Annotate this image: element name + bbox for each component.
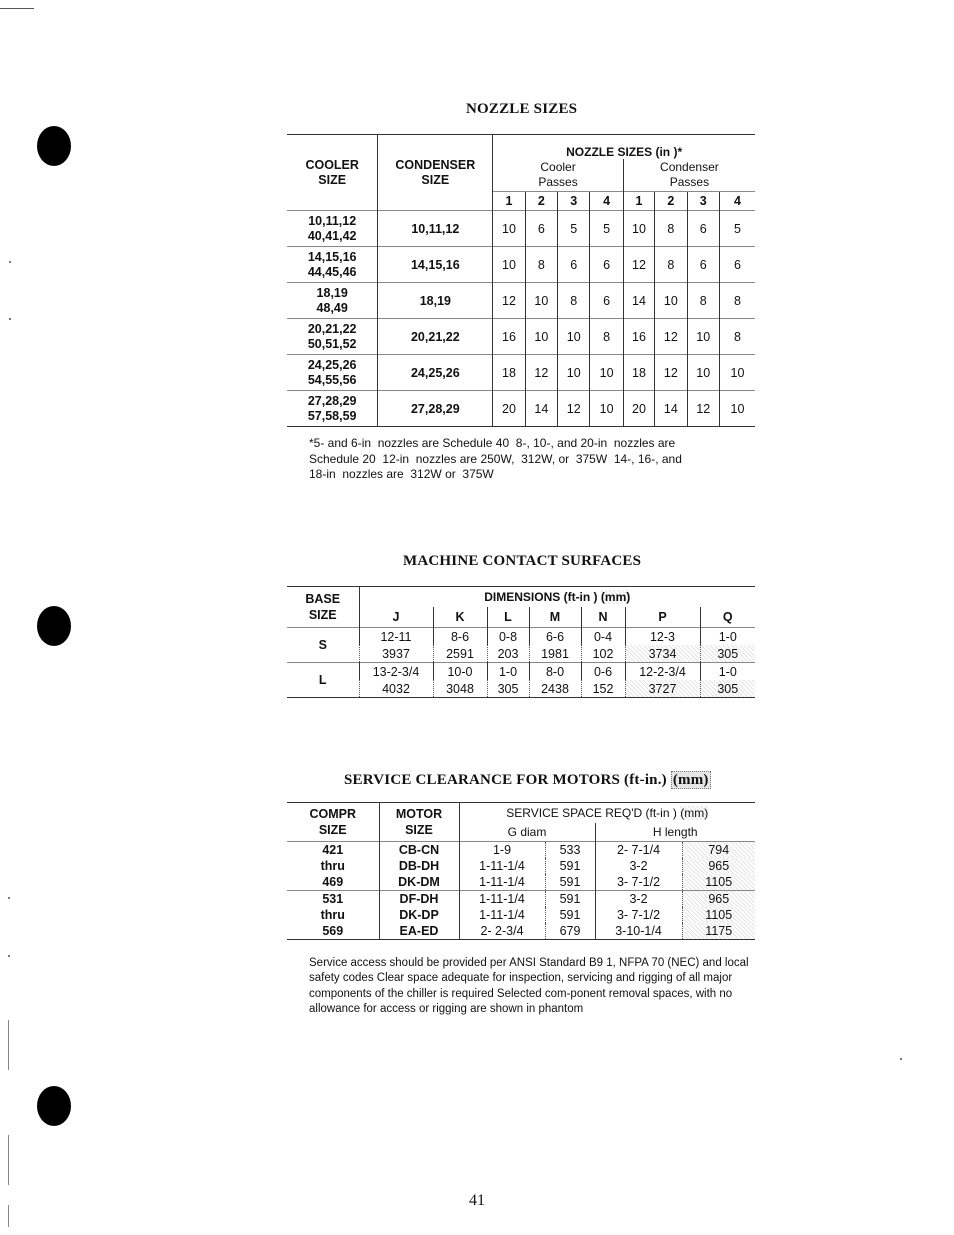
nozzle-size-cell: 12: [558, 391, 590, 427]
table-row: [287, 391, 755, 427]
machine-title: MACHINE CONTACT SURFACES: [403, 553, 642, 569]
nozzle-size-cell: 8: [525, 247, 557, 283]
condenser-size-cell: 14,15,16: [378, 247, 493, 283]
nozzle-size-cell: 6: [687, 211, 719, 247]
nozzle-size-cell: 5: [719, 211, 755, 247]
table-row: [287, 283, 755, 319]
binder-hole-icon: [37, 606, 71, 646]
g-diam-mm-cell: 591: [545, 858, 595, 874]
g-diam-mm-cell: 533: [545, 842, 595, 859]
service-note: Service access should be provided per ANSI Standard B9 1, NFPA 70 (NEC) and local safety codes Clear space adequate for inspection, servicing and rigging of all major components of the chiller is required Selected com-ponent removal spaces, with no allowance for access or rigging are shown in phantom: [309, 957, 749, 1015]
dimension-mm-cell: 3727: [625, 680, 700, 698]
g-diam-ftin-cell: 1-11-1/4: [459, 858, 545, 874]
dimension-column-header: Q: [700, 607, 755, 628]
table-row: [287, 628, 755, 646]
scan-mark: [8, 1020, 9, 1070]
cooler-size-line: 14,15,16: [307, 249, 357, 264]
page-number: 41: [469, 1192, 485, 1209]
nozzle-table: [287, 134, 755, 427]
dimension-column-header: J: [359, 607, 433, 628]
table-row: [287, 923, 755, 940]
nozzle-size-cell: 6: [719, 247, 755, 283]
motor-size-cell: EA-ED: [379, 923, 459, 940]
h-length-mm-cell: 1105: [682, 874, 755, 891]
header-h-length: H length: [595, 823, 755, 842]
h-length-ftin-cell: 3-10-1/4: [595, 923, 682, 940]
cooler-size-cell: [287, 355, 378, 391]
service-title: [344, 772, 711, 789]
nozzle-size-cell: 20: [493, 391, 525, 427]
cooler-size-cell: [287, 247, 378, 283]
h-length-mm-cell: 965: [682, 858, 755, 874]
condenser-size-cell: 27,28,29: [378, 391, 493, 427]
cooler-size-cell: [287, 391, 378, 427]
table-row: [287, 319, 755, 355]
cooler-size-line: 40,41,42: [307, 228, 357, 243]
header-condenser-size: CONDENSER SIZE: [395, 157, 476, 187]
nozzle-size-cell: 6: [590, 247, 623, 283]
g-diam-mm-cell: 591: [545, 891, 595, 908]
g-diam-ftin-cell: 1-9: [459, 842, 545, 859]
dimension-mm-cell: 2591: [433, 645, 487, 663]
dimension-column-header: P: [625, 607, 700, 628]
header-condenser-passes: Condenser Passes: [660, 160, 719, 189]
h-length-ftin-cell: 2- 7-1/4: [595, 842, 682, 859]
cooler-size-line: 57,58,59: [307, 408, 357, 423]
scan-mark: [8, 1135, 9, 1185]
pass-number: 3: [558, 192, 590, 211]
h-length-ftin-cell: 3- 7-1/2: [595, 907, 682, 923]
header-cooler-size: COOLER SIZE: [305, 157, 359, 187]
cooler-size-cell: [287, 283, 378, 319]
nozzle-size-cell: 18: [623, 355, 654, 391]
g-diam-mm-cell: 679: [545, 923, 595, 940]
h-length-mm-cell: 965: [682, 891, 755, 908]
header-dimensions-mm: (mm): [600, 590, 631, 604]
h-length-mm-cell: 1175: [682, 923, 755, 940]
pass-number: 1: [493, 192, 525, 211]
base-size-cell: L: [318, 673, 327, 687]
cooler-size-line: 50,51,52: [307, 336, 357, 351]
footnote-line: 18-in nozzles are 312W or 375W: [309, 467, 494, 481]
h-length-ftin-cell: 3-2: [595, 891, 682, 908]
dimension-column-header: M: [529, 607, 581, 628]
footnote-line: Schedule 20 12-in nozzles are 250W, 312W, or 375W 14-, 16-, and: [309, 451, 682, 466]
dimension-mm-cell: 3734: [625, 645, 700, 663]
corner-rule: [0, 8, 34, 9]
dimension-ftin-cell: 0-4: [581, 628, 625, 646]
nozzle-size-cell: 8: [590, 319, 623, 355]
nozzle-size-cell: 10: [590, 355, 623, 391]
machine-table: [287, 586, 755, 698]
scan-speck: [900, 1058, 902, 1060]
header-motor-size: SIZE: [405, 823, 433, 837]
nozzle-title: NOZZLE SIZES: [466, 101, 578, 117]
nozzle-size-cell: 8: [719, 319, 755, 355]
table-row: [287, 247, 755, 283]
h-length-mm-cell: 1105: [682, 907, 755, 923]
header-cooler-passes: Cooler Passes: [538, 160, 578, 189]
dimension-column-header: L: [487, 607, 529, 628]
compr-size-cell: thru: [320, 859, 345, 873]
dimension-column-header: K: [433, 607, 487, 628]
compr-size-cell: 531: [322, 892, 344, 906]
dimension-mm-cell: 3937: [359, 645, 433, 663]
nozzle-size-cell: 10: [623, 211, 654, 247]
nozzle-size-cell: 12: [623, 247, 654, 283]
dimension-mm-cell: 1981: [529, 645, 581, 663]
pass-number: 2: [525, 192, 557, 211]
header-g-diam: G diam: [459, 823, 595, 842]
condenser-size-cell: 24,25,26: [378, 355, 493, 391]
header-compr-size: SIZE: [318, 823, 347, 837]
scan-speck: [9, 261, 11, 263]
nozzle-size-cell: 6: [525, 211, 557, 247]
nozzle-size-cell: 12: [687, 391, 719, 427]
dimension-ftin-cell: 0-8: [487, 628, 529, 646]
cooler-size-line: 10,11,12: [308, 213, 357, 228]
binder-hole-icon: [37, 126, 71, 166]
cooler-size-line: 24,25,26: [307, 357, 357, 372]
nozzle-table-body: [287, 211, 755, 427]
table-row: [287, 663, 755, 681]
nozzle-size-cell: 6: [558, 247, 590, 283]
footnote-line: *5- and 6-in nozzles are Schedule 40 8-, 10-, and 20-in nozzles are: [309, 436, 676, 450]
header-service-space: SERVICE SPACE REQ'D (ft-in ): [506, 806, 677, 820]
condenser-size-cell: 20,21,22: [378, 319, 493, 355]
dimension-mm-cell: 203: [487, 645, 529, 663]
cooler-size-line: 48,49: [316, 300, 348, 315]
cooler-size-cell: [287, 319, 378, 355]
nozzle-size-cell: 10: [719, 355, 755, 391]
compr-size-cell: 421: [322, 843, 344, 857]
motor-size-cell: DB-DH: [379, 858, 459, 874]
nozzle-size-cell: 14: [655, 391, 687, 427]
nozzle-size-cell: 8: [687, 283, 719, 319]
header-motor: MOTOR: [395, 807, 443, 821]
nozzle-size-cell: 10: [687, 355, 719, 391]
g-diam-mm-cell: 591: [545, 907, 595, 923]
table-row: [287, 211, 755, 247]
g-diam-ftin-cell: 1-11-1/4: [459, 891, 545, 908]
dimension-ftin-cell: 8-0: [529, 663, 581, 681]
condenser-size-cell: 18,19: [378, 283, 493, 319]
nozzle-size-cell: 14: [525, 391, 557, 427]
dimension-ftin-cell: 12-3: [625, 628, 700, 646]
nozzle-size-cell: 10: [525, 319, 557, 355]
dimension-mm-cell: 102: [581, 645, 625, 663]
nozzle-size-cell: 8: [719, 283, 755, 319]
dimension-ftin-cell: 12-2-3/4: [625, 663, 700, 681]
dimension-mm-cell: 2438: [529, 680, 581, 698]
motor-size-cell: DF-DH: [379, 891, 459, 908]
dimension-ftin-cell: 6-6: [529, 628, 581, 646]
header-dimensions: DIMENSIONS (ft-in ): [484, 590, 598, 604]
nozzle-size-cell: 12: [655, 319, 687, 355]
dimension-mm-cell: 305: [700, 680, 755, 698]
nozzle-size-cell: 8: [655, 211, 687, 247]
cooler-size-line: 44,45,46: [307, 264, 357, 279]
binder-hole-icon: [37, 1086, 71, 1126]
h-length-ftin-cell: 3-2: [595, 858, 682, 874]
nozzle-size-cell: 6: [687, 247, 719, 283]
g-diam-ftin-cell: 1-11-1/4: [459, 874, 545, 891]
nozzle-size-cell: 5: [590, 211, 623, 247]
dimension-ftin-cell: 10-0: [433, 663, 487, 681]
table-row: [287, 355, 755, 391]
header-service-space-mm: (mm): [680, 806, 709, 820]
h-length-ftin-cell: 3- 7-1/2: [595, 874, 682, 891]
dimension-ftin-cell: 12-11: [359, 628, 433, 646]
dimension-mm-cell: 4032: [359, 680, 433, 698]
dimension-mm-cell: 305: [487, 680, 529, 698]
nozzle-size-cell: 16: [623, 319, 654, 355]
nozzle-size-cell: 8: [558, 283, 590, 319]
nozzle-size-cell: 10: [493, 247, 525, 283]
nozzle-size-cell: 12: [655, 355, 687, 391]
cooler-size-line: 20,21,22: [307, 321, 357, 336]
motor-size-cell: DK-DP: [379, 907, 459, 923]
cooler-size-line: 18,19: [316, 285, 348, 300]
header-base: BASE: [305, 592, 341, 606]
dimension-ftin-cell: 8-6: [433, 628, 487, 646]
cooler-size-line: 54,55,56: [307, 372, 357, 387]
service-title-text: SERVICE CLEARANCE FOR MOTORS (ft-in.): [344, 772, 667, 788]
scan-speck: [9, 318, 11, 320]
pass-number: 3: [687, 192, 719, 211]
table-row: [287, 907, 755, 923]
nozzle-size-cell: 10: [590, 391, 623, 427]
condenser-size-cell: 10,11,12: [378, 211, 493, 247]
header-size: SIZE: [308, 608, 337, 622]
machine-table-body: [287, 628, 755, 698]
g-diam-mm-cell: 591: [545, 874, 595, 891]
compr-size-cell: thru: [320, 908, 345, 922]
header-compr: COMPR: [309, 807, 357, 821]
nozzle-size-cell: 10: [525, 283, 557, 319]
nozzle-size-cell: 10: [558, 355, 590, 391]
table-row: [287, 842, 755, 859]
nozzle-size-cell: 10: [687, 319, 719, 355]
table-row: [287, 891, 755, 908]
nozzle-size-cell: 12: [525, 355, 557, 391]
pass-number: 1: [623, 192, 654, 211]
service-table-body: [287, 842, 755, 940]
motor-size-cell: DK-DM: [379, 874, 459, 891]
dimension-mm-cell: 152: [581, 680, 625, 698]
nozzle-size-cell: 6: [590, 283, 623, 319]
dimension-ftin-cell: 0-6: [581, 663, 625, 681]
nozzle-footnote: [309, 436, 682, 483]
service-table: [287, 802, 755, 940]
g-diam-ftin-cell: 2- 2-3/4: [459, 923, 545, 940]
nozzle-size-cell: 14: [623, 283, 654, 319]
dimension-ftin-cell: 1-0: [700, 663, 755, 681]
g-diam-ftin-cell: 1-11-1/4: [459, 907, 545, 923]
nozzle-size-cell: 10: [655, 283, 687, 319]
motor-size-cell: CB-CN: [379, 842, 459, 859]
h-length-mm-cell: 794: [682, 842, 755, 859]
nozzle-size-cell: 20: [623, 391, 654, 427]
table-row: [287, 874, 755, 891]
nozzle-size-cell: 5: [558, 211, 590, 247]
compr-size-cell: 569: [322, 924, 344, 938]
cooler-size-line: 27,28,29: [307, 393, 357, 408]
dimension-ftin-cell: 13-2-3/4: [359, 663, 433, 681]
nozzle-size-cell: 16: [493, 319, 525, 355]
pass-number: 4: [719, 192, 755, 211]
cooler-size-cell: [287, 211, 378, 247]
nozzle-size-cell: 18: [493, 355, 525, 391]
dimension-mm-cell: 3048: [433, 680, 487, 698]
base-size-cell: S: [318, 638, 327, 652]
table-row: [287, 858, 755, 874]
service-title-mm: (mm): [672, 772, 709, 788]
scan-speck: [8, 955, 10, 957]
nozzle-size-cell: 10: [493, 211, 525, 247]
nozzle-size-cell: 10: [558, 319, 590, 355]
dimension-mm-cell: 305: [700, 645, 755, 663]
pass-number: 2: [655, 192, 687, 211]
header-nozzle-sizes: NOZZLE SIZES (in )*: [493, 135, 755, 160]
compr-size-cell: 469: [322, 875, 344, 889]
dimension-column-header: N: [581, 607, 625, 628]
nozzle-size-cell: 12: [493, 283, 525, 319]
scan-speck: [8, 897, 10, 899]
nozzle-size-cell: 8: [655, 247, 687, 283]
dimension-ftin-cell: 1-0: [700, 628, 755, 646]
nozzle-size-cell: 10: [719, 391, 755, 427]
pass-number: 4: [590, 192, 623, 211]
dimension-ftin-cell: 1-0: [487, 663, 529, 681]
